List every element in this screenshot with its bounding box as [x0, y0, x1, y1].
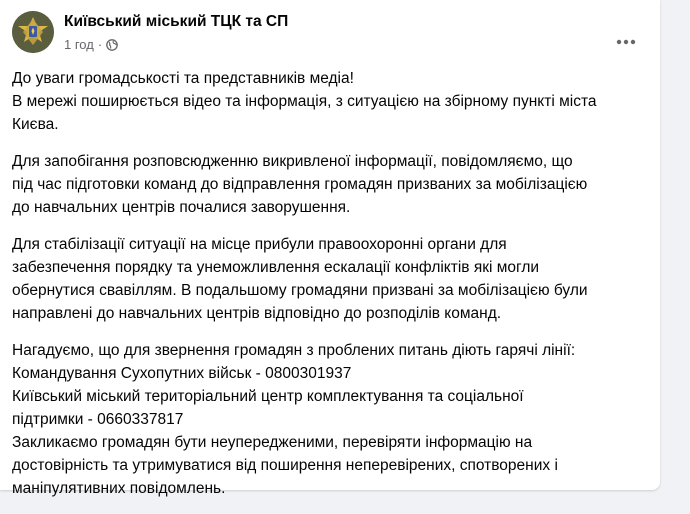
post-line: під час підготовки команд до відправлення громадян призваних за мобілізацією	[12, 176, 588, 193]
more-options-icon	[616, 39, 636, 45]
post-line: В мережі поширюється відео та інформація, з ситуацією на збірному пункті міста	[12, 93, 597, 110]
post-line: До уваги громадськості та представників медіа!	[12, 70, 354, 87]
post-line: достовірність та утримуватися від поширення неперевірених, спотворених і	[12, 457, 558, 474]
post-line: Київський міський територіальний центр комплектування та соціальної	[12, 388, 524, 405]
post-line: Для запобігання розповсюдженню викривленої інформації, повідомляємо, що	[12, 153, 573, 170]
post-paragraph	[12, 339, 652, 500]
post-meta	[64, 37, 118, 52]
post-line: забезпечення порядку та унеможливлення ескалації конфліктів які могли	[12, 259, 540, 276]
post-paragraph	[12, 150, 652, 219]
meta-separator: ·	[97, 37, 103, 52]
globe-icon[interactable]	[106, 39, 118, 51]
post-paragraph	[12, 67, 652, 136]
post-line: Києва.	[12, 116, 59, 133]
more-options-button[interactable]	[612, 28, 640, 56]
post-author[interactable]: Київський міський ТЦК та СП	[64, 13, 289, 30]
post-line: Для стабілізації ситуації на місце прибули правоохоронні органи для	[12, 236, 507, 253]
hotline-kyiv-tck: підтримки - 0660337817	[12, 411, 184, 428]
post-line: маніпулятивних повідомлень.	[12, 480, 226, 497]
post-line: Нагадуємо, що для звернення громадян з проблених питань діють гарячі лінії:	[12, 342, 576, 359]
post-paragraph	[12, 233, 652, 325]
military-emblem-icon	[12, 11, 54, 53]
post-line: Закликаємо громадян бути неупередженими, перевіряти інформацію на	[12, 434, 533, 451]
post-line: направлені до навчальних центрів відповідно до розподілів команд.	[12, 305, 502, 322]
post-line: обернутися свавіллям. В подальшому громадяни призвані за мобілізацією були	[12, 282, 588, 299]
avatar[interactable]	[12, 11, 54, 53]
post-line: до навчальних центрів почалися заворушення.	[12, 199, 351, 216]
post-time[interactable]: 1 год	[64, 37, 94, 52]
post-header	[12, 11, 652, 57]
post-text	[12, 67, 652, 514]
hotline-ground-forces: Командування Сухопутних військ - 0800301937	[12, 365, 352, 382]
